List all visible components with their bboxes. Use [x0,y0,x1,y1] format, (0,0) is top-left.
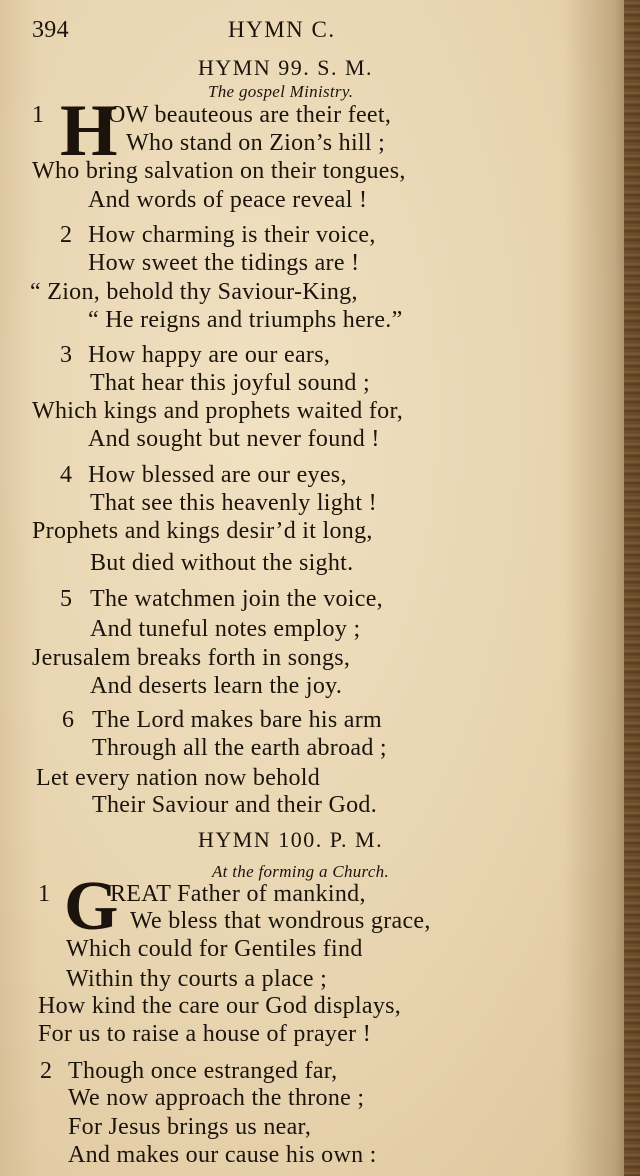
drop-cap: H [60,90,118,172]
stanza-number: 2 [40,1058,52,1084]
verse-line: The Lord makes bare his arm [92,707,382,733]
page-number: 394 [32,17,69,43]
verse-line: Jerusalem breaks forth in songs, [32,645,351,671]
page-edge [624,0,640,1176]
verse-line: Through all the earth abroad ; [92,735,387,761]
verse-line: How blessed are our eyes, [88,462,347,488]
verse-line: Though once estranged far, [68,1058,338,1084]
verse-line: And sought but never found ! [88,426,380,452]
verse-line: For Jesus brings us near, [68,1114,312,1140]
stanza-number: 6 [62,707,74,733]
verse-line: And tuneful notes employ ; [90,616,361,642]
verse-line: “ He reigns and triumphs here.” [88,307,403,333]
verse-line: Which kings and prophets waited for, [32,398,404,424]
stanza-number: 4 [60,462,72,488]
verse-line: OW beauteous are their feet, [108,102,392,128]
verse-line: How charming is their voice, [88,222,376,248]
stanza-number: 2 [60,222,72,248]
hymn-99-subtitle: The gospel Ministry. [208,82,354,101]
verse-line: We now approach the throne ; [68,1085,365,1111]
verse-line: We bless that wondrous grace, [130,908,431,934]
hymn-100-heading: HYMN 100. P. M. [198,827,384,852]
drop-cap: G [64,868,119,945]
hymn-100-subtitle: At the forming a Church. [212,862,390,881]
verse-line: Within thy courts a place ; [66,966,328,992]
verse-line: Who bring salvation on their tongues, [32,158,406,184]
stanza-number: 5 [60,586,72,612]
verse-line: And words of peace reveal ! [88,187,368,213]
verse-line: Which could for Gentiles find [66,936,363,962]
verse-line: But died without the sight. [90,550,354,576]
verse-line: Who stand on Zion’s hill ; [126,130,386,156]
verse-line: REAT Father of mankind, [110,881,366,907]
verse-line: How sweet the tidings are ! [88,250,360,276]
verse-line: And makes our cause his own : [68,1142,377,1168]
verse-line: Their Saviour and their God. [92,792,377,818]
stanza-number: 1 [32,102,44,128]
verse-line: Let every nation now behold [36,765,321,791]
verse-line: How kind the care our God displays, [38,993,402,1019]
stanza-number: 3 [60,342,72,368]
verse-line: That see this heavenly light ! [90,490,377,516]
verse-line: The watchmen join the voice, [90,586,383,612]
verse-line: For us to raise a house of prayer ! [38,1021,372,1047]
running-title: HYMN C. [228,17,336,42]
verse-line: And deserts learn the joy. [90,673,343,699]
verse-line: Prophets and kings desir’d it long, [32,518,373,544]
verse-line: “ Zion, behold thy Saviour-King, [30,279,358,305]
verse-line: That hear this joyful sound ; [90,370,370,396]
verse-line: How happy are our ears, [88,342,331,368]
stanza-number: 1 [38,881,50,907]
hymn-99-heading: HYMN 99. S. M. [198,55,374,80]
